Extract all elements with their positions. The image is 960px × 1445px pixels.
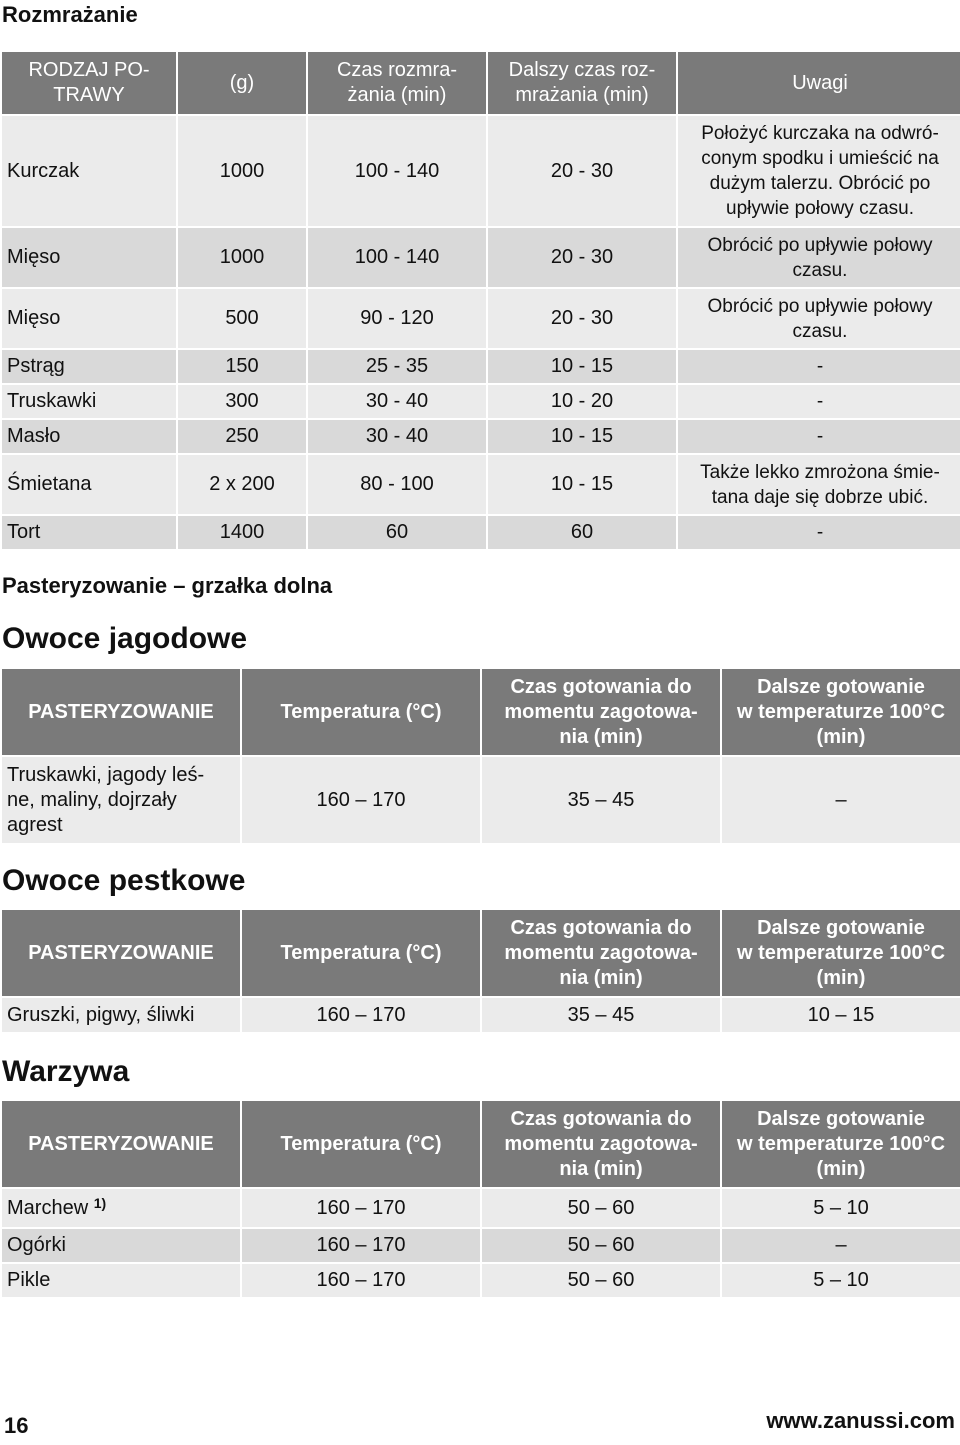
col-header-further-cooking: Dalsze gotowanie w temperaturze 100°C (min) (722, 669, 960, 755)
berries-title: Owoce jagodowe (2, 622, 248, 655)
table-row (2, 1229, 960, 1262)
table-row (2, 385, 960, 418)
note-cell: Także lekko zmrożona śmie- tana daje się dobrze ubić. (678, 455, 960, 514)
product-name: Marchew (7, 1196, 89, 1219)
thaw-title: Rozmrażanie (2, 2, 138, 27)
col-header-boil-time: Czas gotowania do momentu zagotowa- nia (min) (482, 910, 720, 996)
table-row (2, 228, 960, 287)
note-cell: Obrócić po upływie połowy czasu. (678, 228, 960, 287)
footer-url: www.zanussi.com (766, 1408, 955, 1433)
product-cell (2, 1189, 240, 1227)
further-cooking-cell: 5 – 10 (722, 1264, 960, 1297)
col-header-further-cooking: Dalsze gotowanie w temperaturze 100°C (min) (722, 910, 960, 996)
page-number: 16 (4, 1413, 29, 1438)
further-cooking-cell: 10 – 15 (722, 998, 960, 1032)
col-header-temperature: Temperatura (°C) (242, 669, 480, 755)
weight-cell: 1000 (178, 116, 306, 226)
further-time-cell: 20 - 30 (488, 228, 676, 287)
food-cell: Mięso (2, 289, 176, 348)
table-row (2, 1264, 960, 1297)
table-row (2, 757, 960, 843)
thaw-time-cell: 100 - 140 (308, 228, 486, 287)
food-cell: Śmietana (2, 455, 176, 514)
table-row (2, 116, 960, 226)
product-cell: Pikle (2, 1264, 240, 1297)
col-header-pasteurization: PASTERYZOWANIE (2, 669, 240, 755)
food-cell: Mięso (2, 228, 176, 287)
food-cell: Pstrąg (2, 350, 176, 383)
col-header-further-thaw-time: Dalszy czas roz- mrażania (min) (488, 52, 676, 114)
col-header-temperature: Temperatura (°C) (242, 910, 480, 996)
col-header-thaw-time: Czas rozmra- żania (min) (308, 52, 486, 114)
boil-time-cell: 35 – 45 (482, 998, 720, 1032)
col-header-boil-time: Czas gotowania do momentu zagotowa- nia (min) (482, 669, 720, 755)
table-row (2, 420, 960, 453)
temperature-cell: 160 – 170 (242, 1189, 480, 1227)
thaw-table (0, 50, 960, 551)
table-row (2, 350, 960, 383)
thaw-time-cell: 25 - 35 (308, 350, 486, 383)
boil-time-cell: 50 – 60 (482, 1264, 720, 1297)
temperature-cell: 160 – 170 (242, 1264, 480, 1297)
temperature-cell: 160 – 170 (242, 1229, 480, 1262)
footnote-mark: 1) (93, 1194, 107, 1211)
thaw-time-cell: 30 - 40 (308, 385, 486, 418)
pasteurization-title: Pasteryzowanie – grzałka dolna (2, 573, 333, 598)
further-time-cell: 10 - 15 (488, 455, 676, 514)
further-time-cell: 20 - 30 (488, 289, 676, 348)
weight-cell: 2 x 200 (178, 455, 306, 514)
note-cell: - (678, 516, 960, 549)
further-time-cell: 60 (488, 516, 676, 549)
product-cell: Gruszki, pigwy, śliwki (2, 998, 240, 1032)
col-header-notes: Uwagi (678, 52, 960, 114)
thaw-time-cell: 60 (308, 516, 486, 549)
table-row (2, 289, 960, 348)
col-header-temperature: Temperatura (°C) (242, 1101, 480, 1187)
temperature-cell: 160 – 170 (242, 998, 480, 1032)
berries-table (0, 667, 960, 845)
vegetables-table (0, 1099, 960, 1299)
food-cell: Tort (2, 516, 176, 549)
further-cooking-cell: 5 – 10 (722, 1189, 960, 1227)
table-row (2, 998, 960, 1032)
food-cell: Masło (2, 420, 176, 453)
table-row (2, 1189, 960, 1227)
col-header-further-cooking: Dalsze gotowanie w temperaturze 100°C (min) (722, 1101, 960, 1187)
boil-time-cell: 50 – 60 (482, 1229, 720, 1262)
weight-cell: 1000 (178, 228, 306, 287)
col-header-pasteurization: PASTERYZOWANIE (2, 910, 240, 996)
product-cell: Truskawki, jagody leś- ne, maliny, dojrzały agrest (2, 757, 240, 843)
weight-cell: 250 (178, 420, 306, 453)
col-header-grams: (g) (178, 52, 306, 114)
further-time-cell: 10 - 15 (488, 420, 676, 453)
vegetables-title: Warzywa (2, 1055, 130, 1088)
food-cell: Kurczak (2, 116, 176, 226)
thaw-time-cell: 30 - 40 (308, 420, 486, 453)
thaw-time-cell: 100 - 140 (308, 116, 486, 226)
table-row (2, 516, 960, 549)
stone-fruit-table (0, 908, 960, 1034)
col-header-boil-time: Czas gotowania do momentu zagotowa- nia (min) (482, 1101, 720, 1187)
further-cooking-cell: – (722, 1229, 960, 1262)
boil-time-cell: 50 – 60 (482, 1189, 720, 1227)
further-time-cell: 10 - 15 (488, 350, 676, 383)
product-cell: Ogórki (2, 1229, 240, 1262)
stone-fruit-title: Owoce pestkowe (2, 864, 246, 897)
weight-cell: 1400 (178, 516, 306, 549)
weight-cell: 150 (178, 350, 306, 383)
note-cell: - (678, 350, 960, 383)
col-header-pasteurization: PASTERYZOWANIE (2, 1101, 240, 1187)
further-time-cell: 10 - 20 (488, 385, 676, 418)
food-cell: Truskawki (2, 385, 176, 418)
further-cooking-cell: – (722, 757, 960, 843)
thaw-time-cell: 90 - 120 (308, 289, 486, 348)
weight-cell: 300 (178, 385, 306, 418)
note-cell: - (678, 420, 960, 453)
note-cell: Obrócić po upływie połowy czasu. (678, 289, 960, 348)
boil-time-cell: 35 – 45 (482, 757, 720, 843)
note-cell: - (678, 385, 960, 418)
note-cell: Położyć kurczaka na odwró- conym spodku i umieścić na dużym talerzu. Obrócić po upływie połowy czasu. (678, 116, 960, 226)
table-row (2, 455, 960, 514)
temperature-cell: 160 – 170 (242, 757, 480, 843)
col-header-food-type: RODZAJ PO- TRAWY (2, 52, 176, 114)
thaw-time-cell: 80 - 100 (308, 455, 486, 514)
further-time-cell: 20 - 30 (488, 116, 676, 226)
weight-cell: 500 (178, 289, 306, 348)
